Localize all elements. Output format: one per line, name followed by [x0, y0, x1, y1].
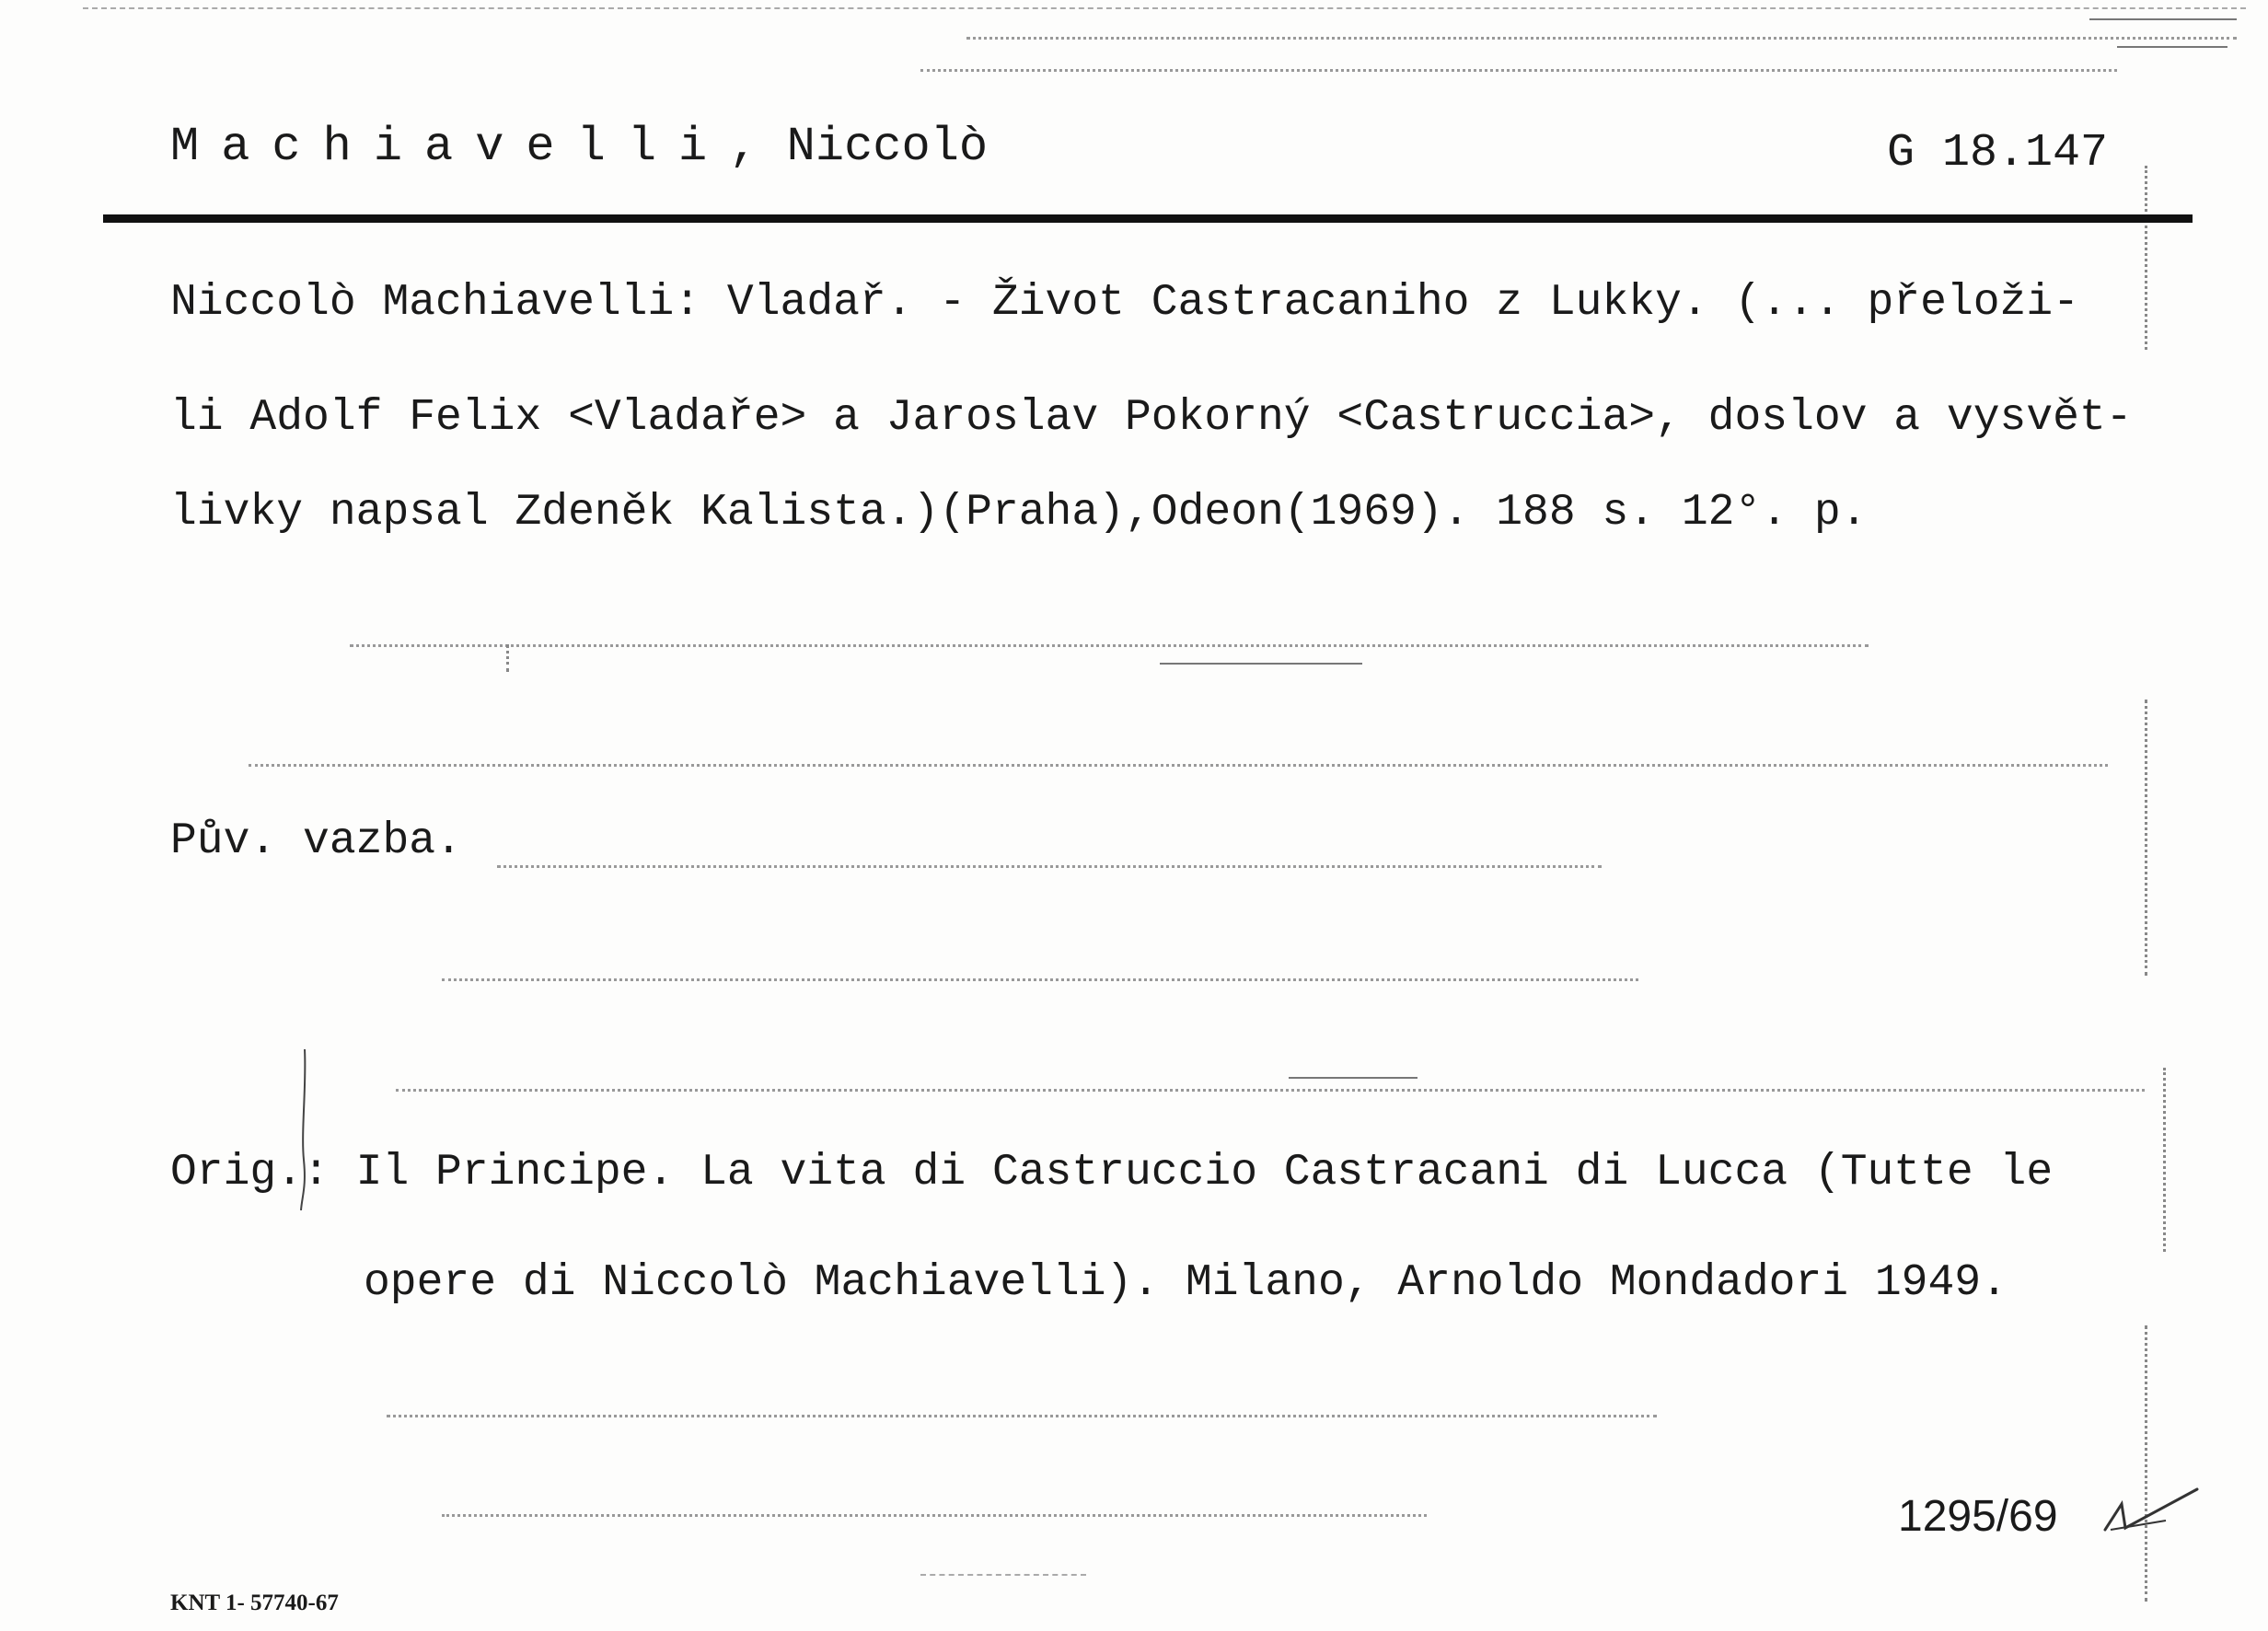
- binding-note: Pův. vazba.: [170, 816, 462, 866]
- description-line-2: li Adolf Felix <Vladaře> a Jaroslav Pokorný <Castruccia>, doslov a vysvět-: [170, 393, 2133, 443]
- scan-noise: [350, 644, 1869, 647]
- scan-noise: [442, 978, 1638, 981]
- scan-noise: [506, 644, 509, 672]
- check-mark-icon: [2101, 1482, 2203, 1537]
- scan-noise: [1289, 1077, 1418, 1079]
- author-forename: , Niccolò: [729, 120, 989, 174]
- author-surname: Machiavelli: [170, 120, 730, 174]
- scan-noise: [442, 1514, 1427, 1517]
- accession-number: 1295/69: [1898, 1492, 2058, 1541]
- original-title-line-2: opere di Niccolò Machiavelli). Milano, Arnoldo Mondadori 1949.: [364, 1258, 2008, 1308]
- scan-noise: [249, 764, 2108, 767]
- shelfmark: G 18.147: [1887, 127, 2109, 179]
- scan-noise: [2145, 700, 2147, 976]
- description-line-1: Niccolò Machiavelli: Vladař. - Život Castracaniho z Lukky. (... přeloži-: [170, 278, 2079, 328]
- description-line-3: livky napsal Zdeněk Kalista.)(Praha),Odeon(1969). 188 s. 12°. p.: [170, 488, 1868, 538]
- printer-mark: KNT 1- 57740-67: [170, 1591, 339, 1615]
- scan-noise: [2089, 18, 2237, 20]
- scan-noise: [2163, 1068, 2166, 1252]
- scan-noise: [966, 37, 2237, 40]
- scan-noise: [1160, 663, 1362, 665]
- scan-noise: [2117, 46, 2228, 48]
- scan-noise: [920, 1574, 1086, 1576]
- scan-noise: [2145, 1325, 2147, 1602]
- heading-rule: [103, 214, 2193, 223]
- scan-noise: [497, 865, 1602, 868]
- author-heading: [170, 120, 988, 174]
- scan-noise: [387, 1415, 1657, 1417]
- original-title-line-1: Orig.: Il Principe. La vita di Castruccio Castracani di Lucca (Tutte le: [170, 1148, 2054, 1197]
- scan-noise: [83, 7, 2246, 9]
- scan-noise: [920, 69, 2117, 72]
- scan-noise: [2145, 166, 2147, 350]
- scan-noise: [396, 1089, 2145, 1092]
